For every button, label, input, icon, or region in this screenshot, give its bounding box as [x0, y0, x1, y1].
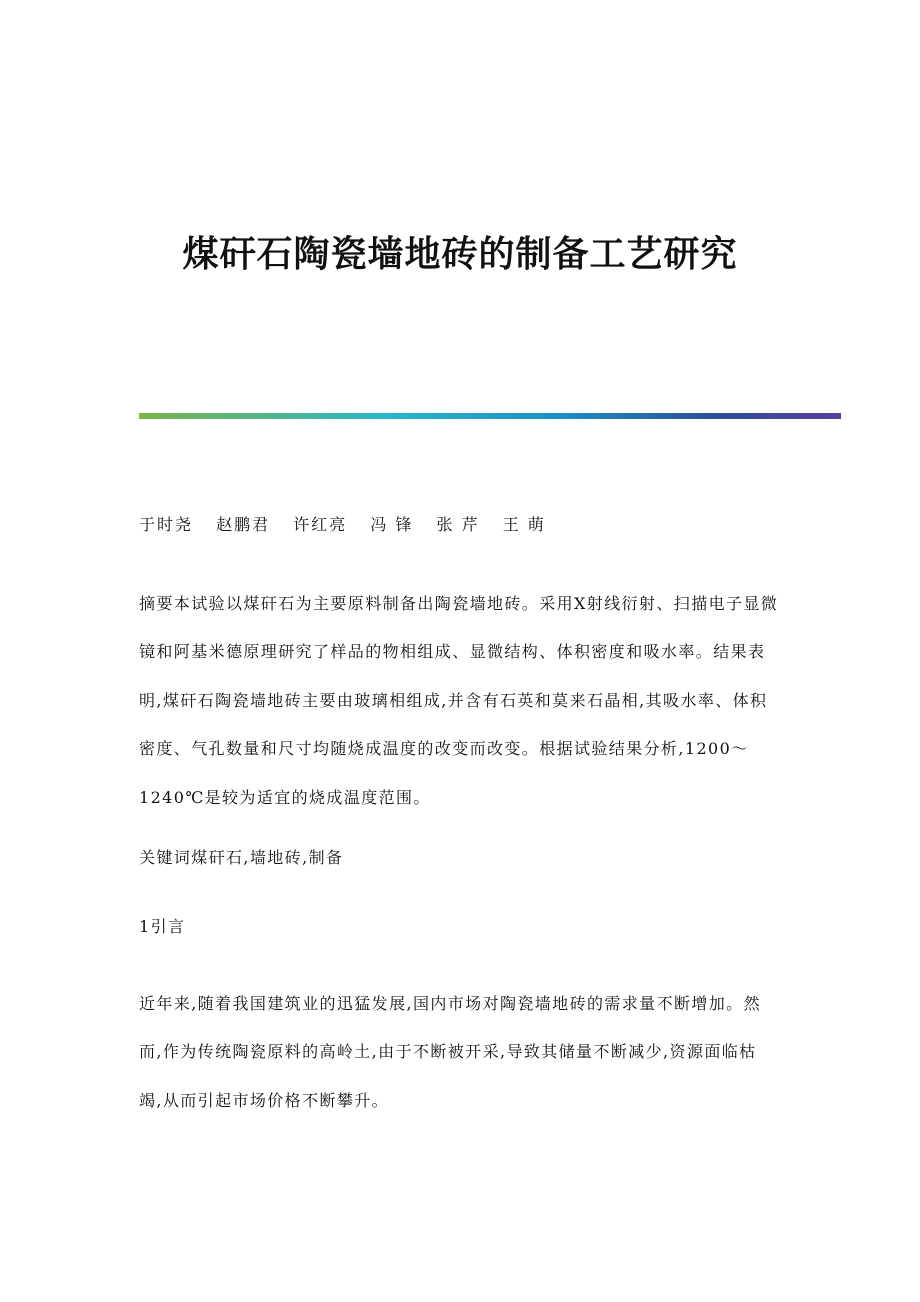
author: 王 萌 [502, 515, 546, 534]
abstract-paragraph: 摘要本试验以煤矸石为主要原料制备出陶瓷墙地砖。采用X射线衍射、扫描电子显微镜和阿基米德原理研究了样品的物相组成、显微结构、体积密度和吸水率。结果表明,煤矸石陶瓷墙地砖主要由玻璃相组成,并含有石英和莫来石晶相,其吸水率、体积密度、气孔数量和尺寸均随烧成温度的改变而改变。根据试验结果分析,1200～1240℃是较为适宜的烧成温度范围。 [139, 594, 779, 807]
gradient-divider [139, 413, 841, 419]
intro-paragraph: 近年来,随着我国建筑业的迅猛发展,国内市场对陶瓷墙地砖的需求量不断增加。然而,作为传统陶瓷原料的高岭土,由于不断被开采,导致其储量不断减少,资源面临枯竭,从而引起市场价格不断攀升。 [139, 994, 761, 1110]
author: 于时尧 [139, 515, 194, 534]
author-list [139, 513, 564, 537]
section-heading: 1引言 [139, 917, 186, 936]
keywords-line: 关键词煤矸石,墙地砖,制备 [139, 848, 344, 867]
author: 张 芹 [436, 515, 480, 534]
author: 许红亮 [293, 515, 348, 534]
page-title: 煤矸石陶瓷墙地砖的制备工艺研究 [182, 233, 738, 275]
author: 赵鹏君 [216, 515, 271, 534]
author: 冯 锋 [370, 515, 414, 534]
